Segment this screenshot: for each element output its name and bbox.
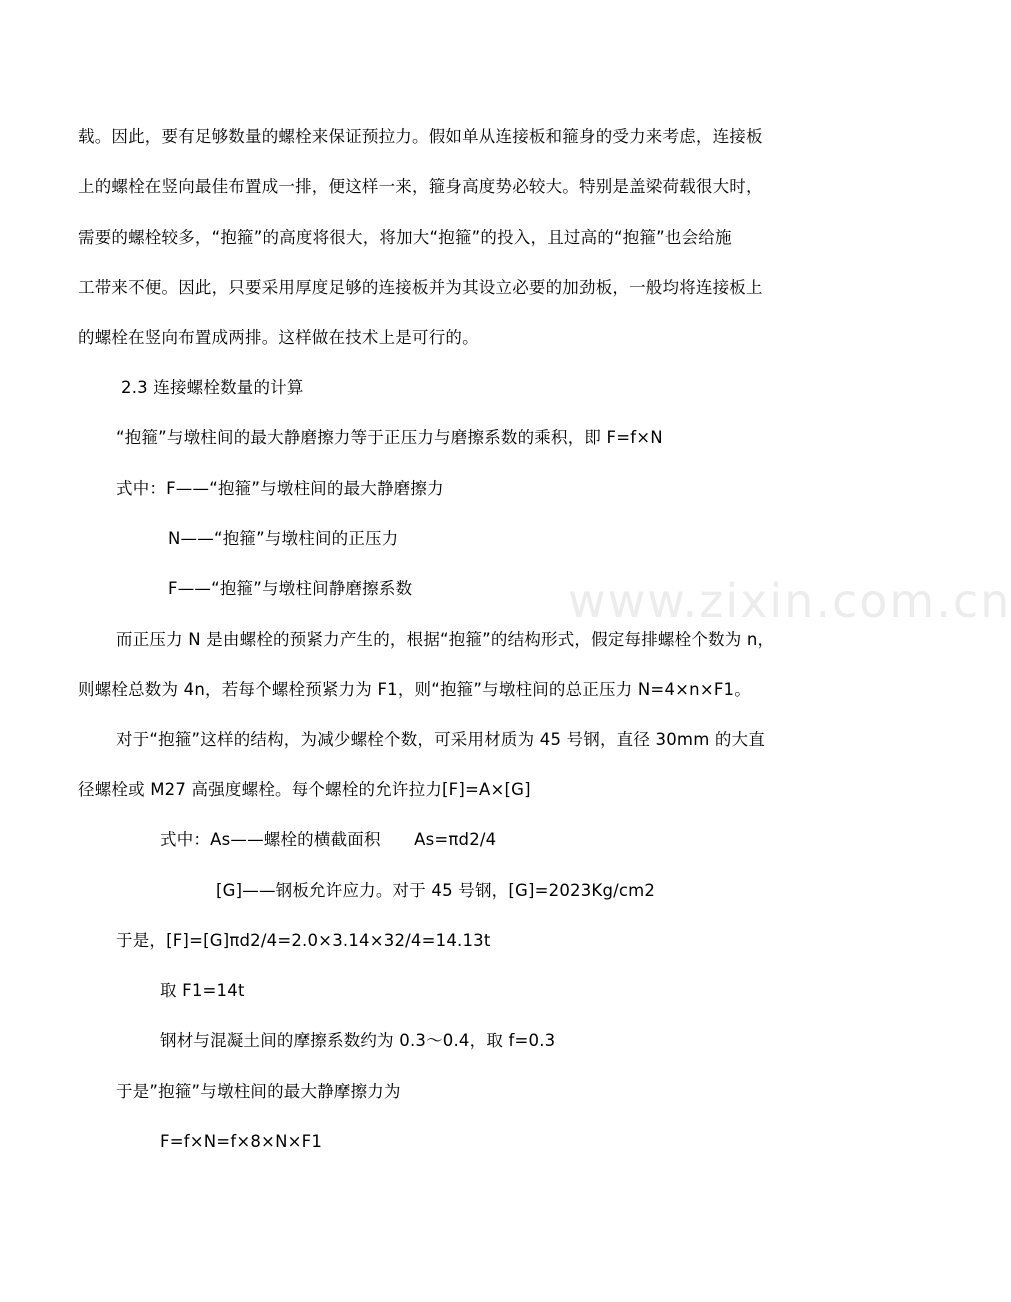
watermark: www.zixin.com.cn <box>568 574 1011 628</box>
definition-N: N——“抱箍”与墩柱间的正压力 <box>168 529 399 548</box>
paragraph-line: 载。因此，要有足够数量的螺栓来保证预拉力。假如单从连接板和箍身的受力来考虑，连接板 <box>78 127 763 146</box>
section-heading: 2.3 连接螺栓数量的计算 <box>121 378 304 397</box>
definition-G: [G]——钢板允许应力。对于 45 号钢，[G]=2023Kg/cm2 <box>216 881 656 900</box>
paragraph-line: 上的螺栓在竖向最佳布置成一排，便这样一来，箍身高度势必较大。特别是盖梁荷载很大时， <box>78 177 763 196</box>
final-formula: F=f×N=f×8×N×F1 <box>160 1132 323 1151</box>
paragraph-line: 径螺栓或 M27 高强度螺栓。每个螺栓的允许拉力[F]=A×[G] <box>78 780 531 799</box>
conclusion-intro: 于是”抱箍”与墩柱间的最大静摩擦力为 <box>116 1082 401 1101</box>
paragraph-line: 的螺栓在竖向布置成两排。这样做在技术上是可行的。 <box>78 328 479 347</box>
paragraph-line: 而正压力 N 是由螺栓的预紧力产生的，根据“抱箍”的结构形式，假定每排螺栓个数为 n， <box>116 630 775 649</box>
paragraph-line: 则螺栓总数为 4n，若每个螺栓预紧力为 F1，则“抱箍”与墩柱间的总正压力 N=4×n×F1。 <box>78 680 751 699</box>
friction-coefficient: 钢材与混凝土间的摩擦系数约为 0.3～0.4，取 f=0.3 <box>160 1031 556 1050</box>
definition-f: F——“抱箍”与墩柱间静磨擦系数 <box>168 579 413 598</box>
paragraph-line: 工带来不便。因此，只要采用厚度足够的连接板并为其设立必要的加劲板，一般均将连接板上 <box>78 278 763 297</box>
paragraph-line: 对于“抱箍”这样的结构，为减少螺栓个数，可采用材质为 45 号钢，直径 30mm 的大直 <box>116 730 766 749</box>
formula-intro: “抱箍”与墩柱间的最大静磨擦力等于正压力与磨擦系数的乘积，即 F=f×N <box>116 428 663 447</box>
take-F1: 取 F1=14t <box>160 981 245 1000</box>
paragraph-line: 需要的螺栓较多，“抱箍”的高度将很大，将加大“抱箍”的投入，且过高的“抱箍”也会给施 <box>78 228 732 247</box>
calc-allowable-tension: 于是，[F]=[G]πd2/4=2.0×3.14×32/4=14.13t <box>116 931 491 950</box>
definition-F: 式中：F——“抱箍”与墩柱间的最大静磨擦力 <box>116 479 444 498</box>
definition-As: 式中：As——螺栓的横截面积 As=πd2/4 <box>160 830 497 849</box>
